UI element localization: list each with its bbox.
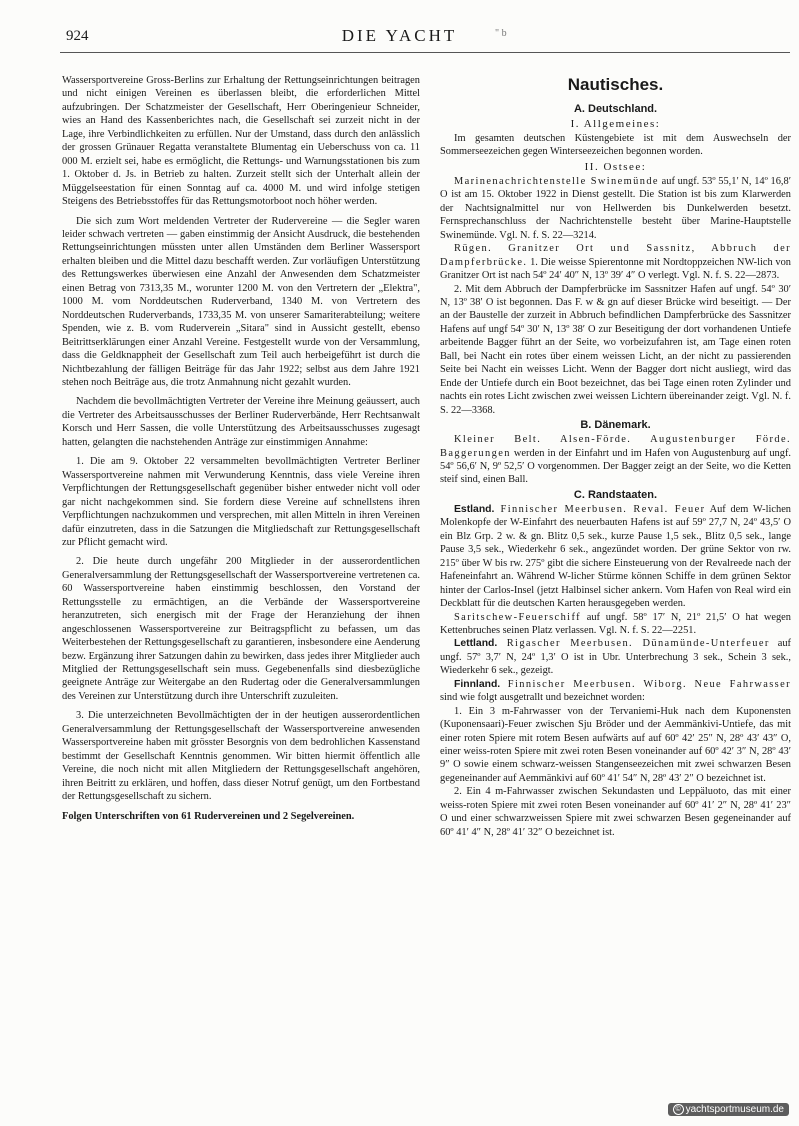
notice-ruegen — [440, 242, 791, 282]
paragraph: Wassersportvereine Gross-Berlins zur Erhaltung der Rettungseinrichtungen beitragen und nicht einigen Vereinen es überlassen bleibt, die erforderlichen Mittel aufzubringen. Der Schatzmeister der Gesellschaft, Herr Oberingenieur Schneider, wies an Hand des Kassenberichtes nach, die Gesellschaft sei zurzeit nicht in der Lage, ihre Verbindlichkeiten zu erfüllen. Nur der Umstand, dass durch den anlässlich der grossen Grünauer Regatta veranstaltete Blumentag ein Ueberschuss von ca. 11 000 M. erzielt sei, habe es ermöglicht, die Rettungs- und Warnungsstationen bis zum 1. Oktober d. Js. in Betrieb zu halten. Zurzeit stellt sich der Unterhalt allein der Müggelseestation für einen Sonntag auf ca. 4000 M. und wird infolge stetigen Steigens des Betriebsstoffes für das Rettungsmotorboot noch höher werden. — [62, 75, 420, 208]
right-column — [440, 74, 791, 839]
notice-finland — [440, 678, 791, 705]
left-column — [62, 74, 420, 823]
watermark-credit — [668, 1103, 789, 1116]
notice-text: sind wie folgt ausgetrallt und bezeichnet worden: — [440, 692, 645, 704]
notice-text: werden in der Einfahrt und im Hafen von Augustenburg auf ungf. 54º 56,6′ N, 9º 52,5′ O vorgenommen. Der Bagger zeigt an der Seite, wo die Ketten steif sind, einen Ball. — [440, 447, 791, 486]
notice-lead: Saritschew-Feuerschiff — [454, 611, 581, 623]
notice-saritschew — [440, 611, 791, 638]
country-label: Lettland. — [454, 638, 498, 650]
notice-text: auf ungf. 53º 55,1′ N, 14º 16,8′ O ist am 15. Oktober 1922 in Dienst gestellt. Die Station ist bis zum Klarwerden der Nachtsignalmittel nur von Hellwerden bis Dunkelwerden besetzt. Fernsprechanschluss der Nachrichtenstelle besteht über Marine-Hauptstelle Swinemünde. Vgl. N. f. S. 22—3214. — [440, 175, 791, 241]
header-rule — [60, 52, 790, 53]
notice-text: Auf dem W-lichen Molenkopfe der W-Einfahrt des neuerbauten Hafens ist auf 59º 27,7 N, 24º 43,5′ O ein Blz Grp. 2 w. & gn. Blitz 0,5 sek., kurze Pause 1,5 sek., Blitz 0,5 sek., lange Pause 3,5 sek., Wiederkehr 6 sek., angezündet worden. Der grüne Sektor von rw. 215º über W bis rw. 275º gibt die sichere Einsteuerung von der Revalreede nach der Hafeneinfahrt an. Während W-licher Stürme können Schiffe in dem grünen Sektor hinter der Carlos-Insel (jetzt Halbinsel sicher ankern. Vom Hafen von Real wird ein Deckblatt für die deutschen Karten herausgegeben werden. — [440, 503, 791, 610]
notice-denmark — [440, 433, 791, 487]
subsection-baltic-states: C. Randstaaten. — [573, 488, 658, 501]
notice-lead: Marinenachrichtenstelle Swinemünde — [454, 175, 659, 187]
journal-title: DIE YACHT — [341, 26, 458, 45]
notice-lead: Finnischer Meerbusen. Wiborg. Neue Fahrwasser — [500, 678, 791, 690]
notice-finland-2: 2. Ein 4 m-Fahrwasser zwischen Sekundasten und Leppäluoto, das mit einer weiss-roten Spiere mit zwei roten Besen voneinander auf 60º 41′ 2″ N, 28º 41′ 23″ O und einer schwarzweissen Spiere mit zwei schwarzen Besen gegeneinander auf 60º 41′ 4″ N, 28º 41′ 32″ O bezeichnet ist. — [440, 786, 791, 838]
resolution-1: 1. Die am 9. Oktober 22 versammelten bevollmächtigten Vertreter Berliner Wassersportvereine nahmen mit Verwunderung Kenntnis, dass viele Vereine ihren Verpflichtungen der Rettungsgesellschaft gegenüber bisher entweder nicht voll oder gar nicht nachgekommen sind. Sie fordern diese Vereine auf schnellstens ihren Verpflichtungen nachzukommen und versprechen, mit allen Mitteln in ihren Vereinen dafür einzutreten, dass in die Satzungen die Mitgliedschaft zur Rettungsgesellschaft zur Pflicht gemacht wird. — [62, 456, 420, 548]
paragraph: Im gesamten deutschen Küstengebiete ist mit dem Auswechseln der Sommerseezeichen gegen Winterseezeichen begonnen worden. — [440, 133, 791, 158]
notice-text: auf ungf. 58º 17′ N, 21º 21,5′ O hat wegen Kettenbruches seinen Platz verlassen. Vgl. N. f. S. 22—2251. — [440, 611, 791, 636]
country-label: Finnland. — [454, 678, 501, 690]
resolution-3: 3. Die unterzeichneten Bevollmächtigten der in der heutigen ausserordentlichen Generalversammlung der Rettungsgesellschaft der Wassersportvereine anwesenden Wassersportvereine haben mit grösster Besorgnis von dem bedrohlichen Kassenstand bestimmt der Gesellschaft Kenntnis genommen. Wir bitten hiermit öffentlich alle Vereine, die noch nicht mit allen Mitgliedern der Rettungsgesellschaft angehören, ihren Beitritt zu erklären, und hoffen, dass dieser Notruf genügt, um den Fortbestand der Rettungsgesellschaft zu sichern. — [62, 710, 420, 803]
resolution-2: 2. Die heute durch ungefähr 200 Mitglieder in der ausserordentlichen Generalversammlung der Rettungsgesellschaft der Wassersportvereine vertretenen ca. 60 Wassersportvereine haben einstimmig beschlossen, den Vorstand der Rettungsstelle zu ermächtigen, an die Verbände der Wassersportvereine heranzutreten, sich energisch mit der Frage der Heranziehung der ihnen angeschlossenen Wassersportvereine zur Beitragspflicht zu befassen, um das Weiterbestehen der Rettungsgesellschaft zu garantieren, insbesondere eine Aenderung bezw. Ergänzung ihrer Satzungen dahin zu bewirken, dass jedes ihrer Mitglieder auch Mitglied der Rettungsgesellschaft sein muss. Gegebenenfalls sind diesbezügliche geeignete Anträge zur Weitergabe an den Rudertag oder die Generalversammlungen des Vereinen zur Unterstützung durch ihre Unterschrift zuzuleiten. — [62, 556, 420, 702]
notice-lead: Rügen. Granitzer Ort und Sassnitz, Abbruch der Dampferbrücke. — [440, 243, 791, 268]
notice-lead: Finnischer Meerbusen. Reval. Feuer — [494, 503, 706, 515]
country-label: Estland. — [454, 503, 495, 515]
subsection-denmark: B. Dänemark. — [580, 419, 651, 432]
heading-general: I. Allgemeines: — [570, 118, 661, 130]
paragraph: Nachdem die bevollmächtigten Vertreter der Vereine ihre Meinung geäussert, auch die Vertreter des Arbeitsausschusses der Berliner Ruderverbände, Herr Rechtsanwalt Korsch und Herr Sassen, die volle Unterstützung des Arbeitsausschusses zugesagt hatten, gelangten die nachstehenden Anträge zur einstimmigen Annahme: — [62, 396, 420, 448]
notice-text: 1. Die weisse Spierentonne mit Nordtoppzeichen NW-lich von Granitzer Ort ist nach 54º 24′ 40″ N, 13º 39′ 4″ O verlegt. Vgl. N. f. S. 22—2873. — [440, 256, 791, 282]
notice-sassnitz: 2. Mit dem Abbruch der Dampferbrücke im Sassnitzer Hafen auf ungf. 54º 30′ N, 13º 38′ O ist begonnen. Das F. w & gn auf dieser Brücke wird beseitigt. — Der an der Baustelle der zurzeit in Abbruch befindlichen Dampferbrücke des Sassnitzer Hafens auf ungf 54º 30′ N, 13º 38′ O zur Beseitigung der dort vorhandenen Untiefe arbeitende Bagger führt an der Seite, wo vorbeizufahren ist, am Tage einen roten Ball, bei Nacht ein rotes über einem weissen Licht, an der nicht zu passierenden Seite bei Nacht ein weisses Licht. Wenn der Bagger dort nicht ausliegt, wird das Ende der Untiefe durch ein Boot bezeichnet, das bei Tage einen roten Zylinder und nachts ein rotes Licht zwischen zwei weissen Lichtern übereinander zeigt. Vgl. N. f. S. 22—3368. — [440, 283, 791, 416]
subsection-germany: A. Deutschland. — [573, 103, 658, 115]
notice-finland-1: 1. Ein 3 m-Fahrwasser von der Tervaniemi-Huk nach dem Kuponensten (Kuponensaari)-Feuer zwischen Sju Bröder und der Aemmänkivi-Untiefe, das mit einer roten Spiere mit rotem Besen aufwärts auf auf 60º 42′ 25″ N, 28º 43′ 43″ O, einer weiss-roten Spiere mit zwei roten Besen voneinander auf 60º 42′ 3″ N, 28º 43′ 9″ O sowie einem schwarz-weissen Stangenseezeichen mit zwei schwarzen Besen gegeneinander auf Aemmänkivi auf 60º 41′ 54″ N, 28º 43′ 2″ O bezeichnet ist. — [440, 705, 791, 784]
heading-baltic: II. Ostsee: — [584, 160, 647, 173]
header-mark: " b — [495, 28, 507, 39]
notice-lead: Kleiner Belt. Alsen-Förde. Augustenburger Förde. Baggerungen — [440, 434, 791, 459]
notice-text: auf ungf. 57º 3,7′ N, 24º 1,3′ O ist in Ubr. Unterbrechung 3 sek., Schein 3 sek., Wiederkehr 6 sek., gezeigt. — [440, 638, 791, 677]
notice-latvia — [440, 637, 791, 677]
notice-estonia — [440, 503, 791, 611]
notice-swinemuende — [440, 175, 791, 242]
notice-lead: Rigascher Meerbusen. Dünamünde-Unterfeuer — [497, 638, 770, 650]
credit-text: yachtsportmuseum.de — [685, 1104, 784, 1115]
signatures-note: Folgen Unterschriften von 61 Rudervereinen und 2 Segelvereinen. — [62, 810, 355, 822]
section-title: Nautisches. — [567, 75, 664, 94]
page-number: 924 — [66, 28, 89, 44]
copyright-icon: © — [673, 1104, 684, 1115]
paragraph: Die sich zum Wort meldenden Vertreter der Rudervereine — die Segler waren leider schwach vertreten — gaben einstimmig der Ansicht Ausdruck, die bestehenden Rettungseinrichtungen müssten unter allen Umständen dem Berliner Wassersport erhalten bleiben und die Mittel dazu beschafft werden. Zur vorläufigen Unterstützung des Rettungswerkes überwiesen eine Anzahl der Anwesenden dem Schatzmeister einen Betrag von 7313,35 M., worunter 1200 M. von den Vertretern der „Elektra", 1000 M. vom Norddeutschen Ruderverband, 1340 M. von Vertretern des Norddeutschen Ruderverbands, 1733,35 M. von unserer Samariterabteilung; weitere Spenden, wie z. B. vom Ruderverein „Sitara" sind in Aussicht gestellt, ebenso Beitrittserklärungen einer Anzahl Vereine. Festgestellt wurde von der Versammlung, dass die Geldknappheit der Gesellschaft zum Teil auch herbeigeführt ist durch die Nichtbezahlung der fälligen Beiträge für das Jahr 1922; selbst aus dem Jahre 1921 stehen noch Beiträge aus, die trotz Anmahnung nicht gezahlt wurden. — [62, 215, 420, 388]
